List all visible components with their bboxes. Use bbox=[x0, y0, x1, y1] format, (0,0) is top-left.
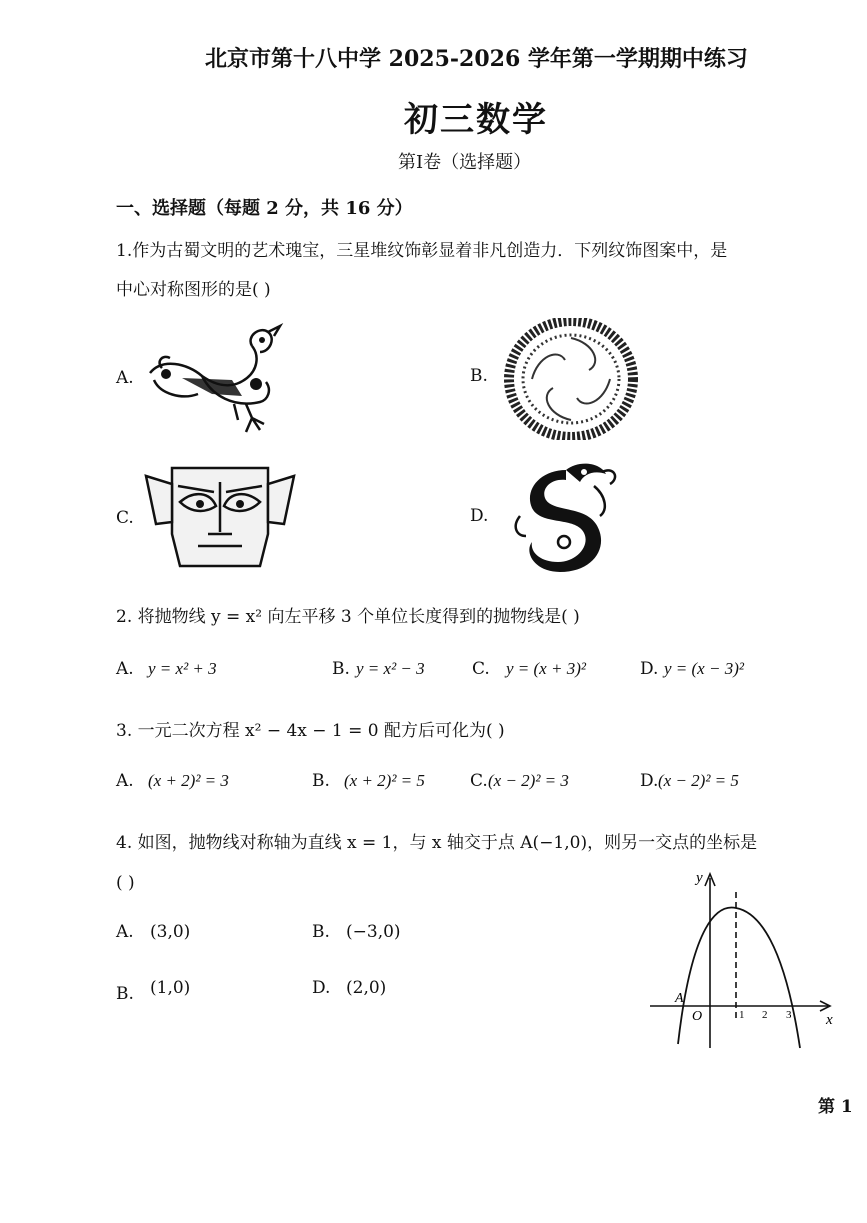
option-4c-letter: B. bbox=[116, 984, 134, 1004]
option-4b-letter: B. bbox=[312, 922, 330, 942]
section-heading: 一、选择题（每题 2 分，共 16 分） bbox=[116, 198, 413, 219]
option-4d-expr: (2,0) bbox=[346, 978, 387, 998]
option-2b-expr: y = x² − 3 bbox=[356, 659, 425, 678]
option-2c-letter: C. bbox=[472, 659, 490, 679]
option-2b-letter: B. bbox=[332, 659, 350, 679]
option-2d-letter: D. bbox=[640, 659, 659, 679]
option-3b-letter: B. bbox=[312, 771, 330, 791]
question-1-line2: 中心对称图形的是( ) bbox=[116, 280, 271, 300]
question-4-text: 4. 如图，抛物线对称轴为直线 x = 1，与 x 轴交于点 A(−1,0)，则另一交点的坐标是 bbox=[116, 833, 758, 853]
question-2-text: 2. 将抛物线 y = x² 向左平移 3 个单位长度得到的抛物线是( ) bbox=[116, 607, 580, 627]
option-1b-letter: B. bbox=[470, 366, 488, 386]
option-2a-letter: A. bbox=[116, 659, 134, 679]
option-1c-letter: C. bbox=[116, 508, 134, 528]
option-1a-letter: A. bbox=[116, 368, 134, 388]
tick-1-label: 1 bbox=[739, 1009, 745, 1021]
question-3-text: 3. 一元二次方程 x² − 4x − 1 = 0 配方后可化为( ) bbox=[116, 721, 505, 741]
option-4c-expr: (1,0) bbox=[150, 978, 191, 998]
point-a-label: A bbox=[675, 991, 684, 1006]
subject-title: 初三数学 bbox=[404, 100, 548, 140]
option-3c-expr: (x − 2)² = 3 bbox=[488, 771, 569, 790]
option-3d-expr: (x − 2)² = 5 bbox=[658, 771, 739, 790]
option-4a-expr: (3,0) bbox=[150, 922, 191, 942]
option-2a-expr: y = x² + 3 bbox=[148, 659, 217, 678]
option-3a-expr: (x + 2)² = 3 bbox=[148, 771, 229, 790]
question-4-paren: ( ) bbox=[116, 873, 135, 893]
option-4b-expr: (−3,0) bbox=[346, 922, 401, 942]
tick-2-label: 2 bbox=[762, 1009, 768, 1021]
option-3d-letter: D. bbox=[640, 771, 659, 791]
exam-title: 北京市第十八中学 2025-2026 学年第一学期期中练习 bbox=[205, 46, 748, 72]
dragon-pattern-image bbox=[510, 456, 622, 576]
option-1d-letter: D. bbox=[470, 506, 489, 526]
bird-pattern-image bbox=[142, 318, 284, 440]
circular-swirl-pattern-image bbox=[504, 318, 638, 440]
x-axis-label: x bbox=[826, 1012, 833, 1028]
volume-title: 第Ⅰ卷（选择题） bbox=[398, 152, 532, 173]
option-3a-letter: A. bbox=[116, 771, 134, 791]
option-2d-expr: y = (x − 3)² bbox=[664, 659, 744, 678]
tick-3-label: 3 bbox=[786, 1009, 792, 1021]
option-2c-expr: y = (x + 3)² bbox=[506, 659, 586, 678]
page-number: 第 1 bbox=[818, 1097, 853, 1117]
parabola-curve bbox=[678, 908, 800, 1048]
option-4d-letter: D. bbox=[312, 978, 331, 998]
option-4a-letter: A. bbox=[116, 922, 134, 942]
option-3c-letter: C. bbox=[470, 771, 488, 791]
bronze-mask-pattern-image bbox=[142, 462, 298, 568]
option-3b-expr: (x + 2)² = 5 bbox=[344, 771, 425, 790]
question-1-line1: 1.作为古蜀文明的艺术瑰宝，三星堆纹饰彰显着非凡创造力．下列纹饰图案中，是 bbox=[116, 241, 728, 261]
origin-label: O bbox=[692, 1009, 703, 1024]
y-axis-label: y bbox=[696, 870, 703, 886]
parabola-graph bbox=[648, 862, 844, 1052]
